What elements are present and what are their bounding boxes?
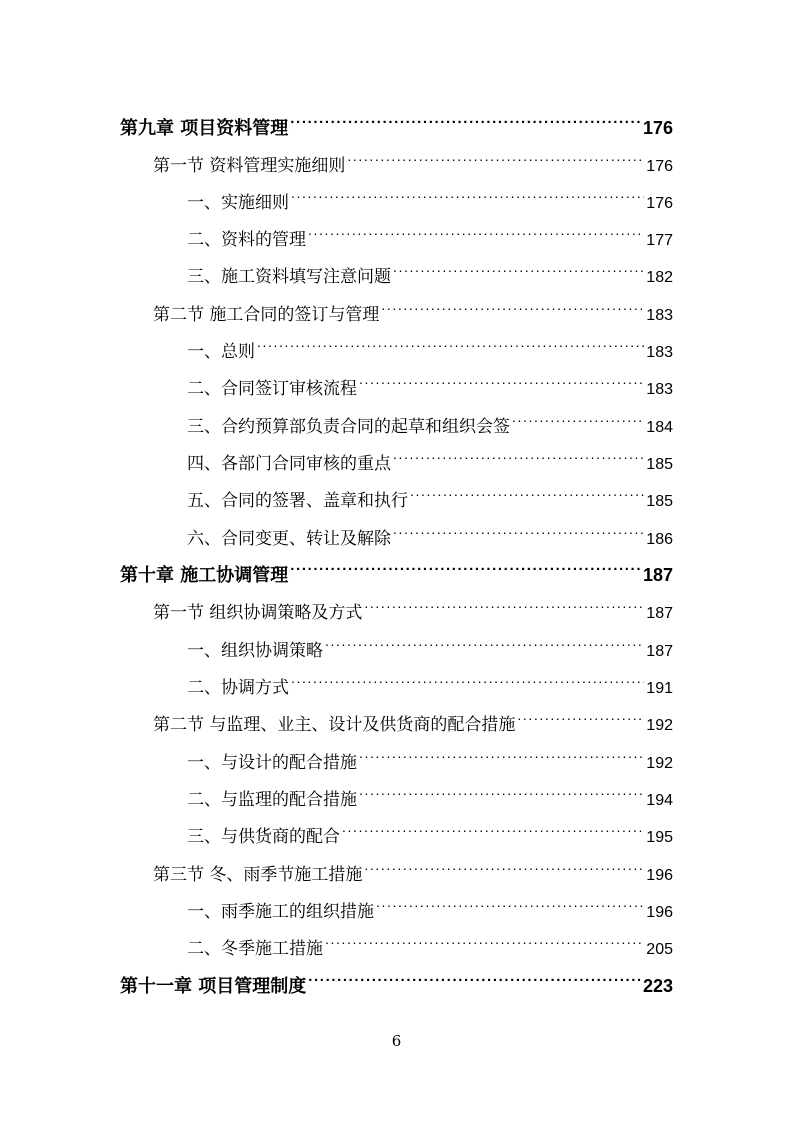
toc-entry-page: 195 (646, 829, 673, 846)
toc-item[interactable] (187, 364, 673, 399)
toc-entry-page: 194 (646, 792, 673, 809)
toc-leader-dots (512, 402, 644, 432)
toc-entry-title: 三、与供货商的配合 (187, 827, 340, 847)
toc-entry-title: 第十一章 项目管理制度 (120, 976, 307, 997)
toc-entry-title: 六、合同变更、转让及解除 (187, 529, 391, 549)
toc-entry-page: 185 (646, 493, 673, 510)
toc-item[interactable] (187, 439, 673, 474)
toc-item[interactable] (187, 775, 673, 810)
toc-leader-dots (410, 476, 644, 506)
toc-entry-title: 第一节 资料管理实施细则 (153, 156, 346, 176)
toc-leader-dots (290, 551, 641, 581)
toc-item[interactable] (187, 738, 673, 773)
toc-entry-page: 176 (646, 195, 673, 212)
toc-entry-title: 一、组织协调策略 (187, 641, 323, 661)
toc-entry-page: 192 (646, 755, 673, 772)
toc-entry-page: 183 (646, 344, 673, 361)
toc-entry-page: 182 (646, 269, 673, 286)
toc-entry-page: 185 (646, 456, 673, 473)
toc-leader-dots (347, 141, 644, 171)
toc-leader-dots (364, 850, 644, 880)
toc-item[interactable] (187, 476, 673, 511)
toc-entry-title: 三、施工资料填写注意问题 (187, 267, 391, 287)
toc-leader-dots (376, 887, 644, 917)
toc-entry-page: 187 (646, 643, 673, 660)
toc-leader-dots (325, 924, 644, 954)
toc-entry-page: 191 (646, 680, 673, 697)
toc-entry-page: 176 (646, 158, 673, 175)
toc-leader-dots (308, 962, 641, 992)
toc-item[interactable] (187, 924, 673, 959)
toc-leader-dots (291, 178, 644, 208)
toc-leader-dots (291, 663, 644, 693)
toc-item[interactable] (187, 626, 673, 661)
toc-section[interactable] (153, 290, 673, 325)
toc-entry-page: 177 (646, 232, 673, 249)
toc-entry-title: 第九章 项目资料管理 (120, 118, 289, 139)
toc-leader-dots (359, 738, 644, 768)
toc-entry-title: 第二节 与监理、业主、设计及供货商的配合措施 (153, 715, 516, 735)
toc-leader-dots (517, 700, 644, 730)
toc-entry-title: 一、雨季施工的组织措施 (187, 902, 374, 922)
toc-section[interactable] (153, 588, 673, 623)
toc-chapter-11[interactable] (120, 962, 673, 997)
toc-item[interactable] (187, 663, 673, 698)
toc-item[interactable] (187, 327, 673, 362)
toc-leader-dots (359, 775, 644, 805)
toc-entry-page: 223 (642, 976, 673, 996)
toc-item[interactable] (187, 252, 673, 287)
toc-leader-dots (325, 626, 644, 656)
toc-leader-dots (308, 215, 644, 245)
toc-section[interactable] (153, 850, 673, 885)
toc-leader-dots (359, 364, 644, 394)
toc-leader-dots (381, 290, 644, 320)
toc-chapter-9[interactable] (120, 104, 673, 139)
toc-entry-page: 196 (646, 867, 673, 884)
toc-leader-dots (290, 104, 641, 134)
toc-entry-page: 176 (642, 118, 673, 138)
toc-entry-page: 187 (646, 605, 673, 622)
toc-entry-page: 184 (646, 419, 673, 436)
toc-item[interactable] (187, 215, 673, 250)
toc-leader-dots (342, 812, 644, 842)
toc-entry-title: 二、与监理的配合措施 (187, 790, 357, 810)
toc-entry-title: 二、资料的管理 (187, 230, 306, 250)
toc-entry-title: 第三节 冬、雨季节施工措施 (153, 865, 363, 885)
toc-leader-dots (364, 588, 644, 618)
toc-section[interactable] (153, 700, 673, 735)
toc-entry-title: 二、协调方式 (187, 678, 289, 698)
toc-item[interactable] (187, 887, 673, 922)
toc-leader-dots (393, 514, 644, 544)
toc-item[interactable] (187, 514, 673, 549)
toc-entry-title: 五、合同的签署、盖章和执行 (187, 491, 408, 511)
toc-entry-page: 192 (646, 717, 673, 734)
toc-section[interactable] (153, 141, 673, 176)
toc-leader-dots (393, 439, 644, 469)
toc-entry-title: 第一节 组织协调策略及方式 (153, 603, 363, 623)
toc-entry-page: 196 (646, 904, 673, 921)
toc-entry-page: 183 (646, 381, 673, 398)
toc-entry-title: 二、冬季施工措施 (187, 939, 323, 959)
toc-entry-page: 183 (646, 307, 673, 324)
toc-entry-page: 187 (642, 565, 673, 585)
toc-entry-title: 四、各部门合同审核的重点 (187, 454, 391, 474)
toc-leader-dots (393, 252, 644, 282)
toc-item[interactable] (187, 402, 673, 437)
toc-entry-title: 第十章 施工协调管理 (120, 565, 289, 586)
toc-leader-dots (257, 327, 644, 357)
toc-entry-title: 一、总则 (187, 342, 255, 362)
page-number: 6 (391, 1032, 402, 1050)
toc-item[interactable] (187, 178, 673, 213)
toc-entry-title: 第二节 施工合同的签订与管理 (153, 305, 380, 325)
toc-entry-title: 一、实施细则 (187, 193, 289, 213)
toc-entry-title: 三、合约预算部负责合同的起草和组织会签 (187, 417, 510, 437)
toc-entry-title: 二、合同签订审核流程 (187, 379, 357, 399)
toc-chapter-10[interactable] (120, 551, 673, 586)
toc-entry-page: 205 (646, 941, 673, 958)
toc-item[interactable] (187, 812, 673, 847)
toc-entry-title: 一、与设计的配合措施 (187, 753, 357, 773)
toc-entry-page: 186 (646, 531, 673, 548)
